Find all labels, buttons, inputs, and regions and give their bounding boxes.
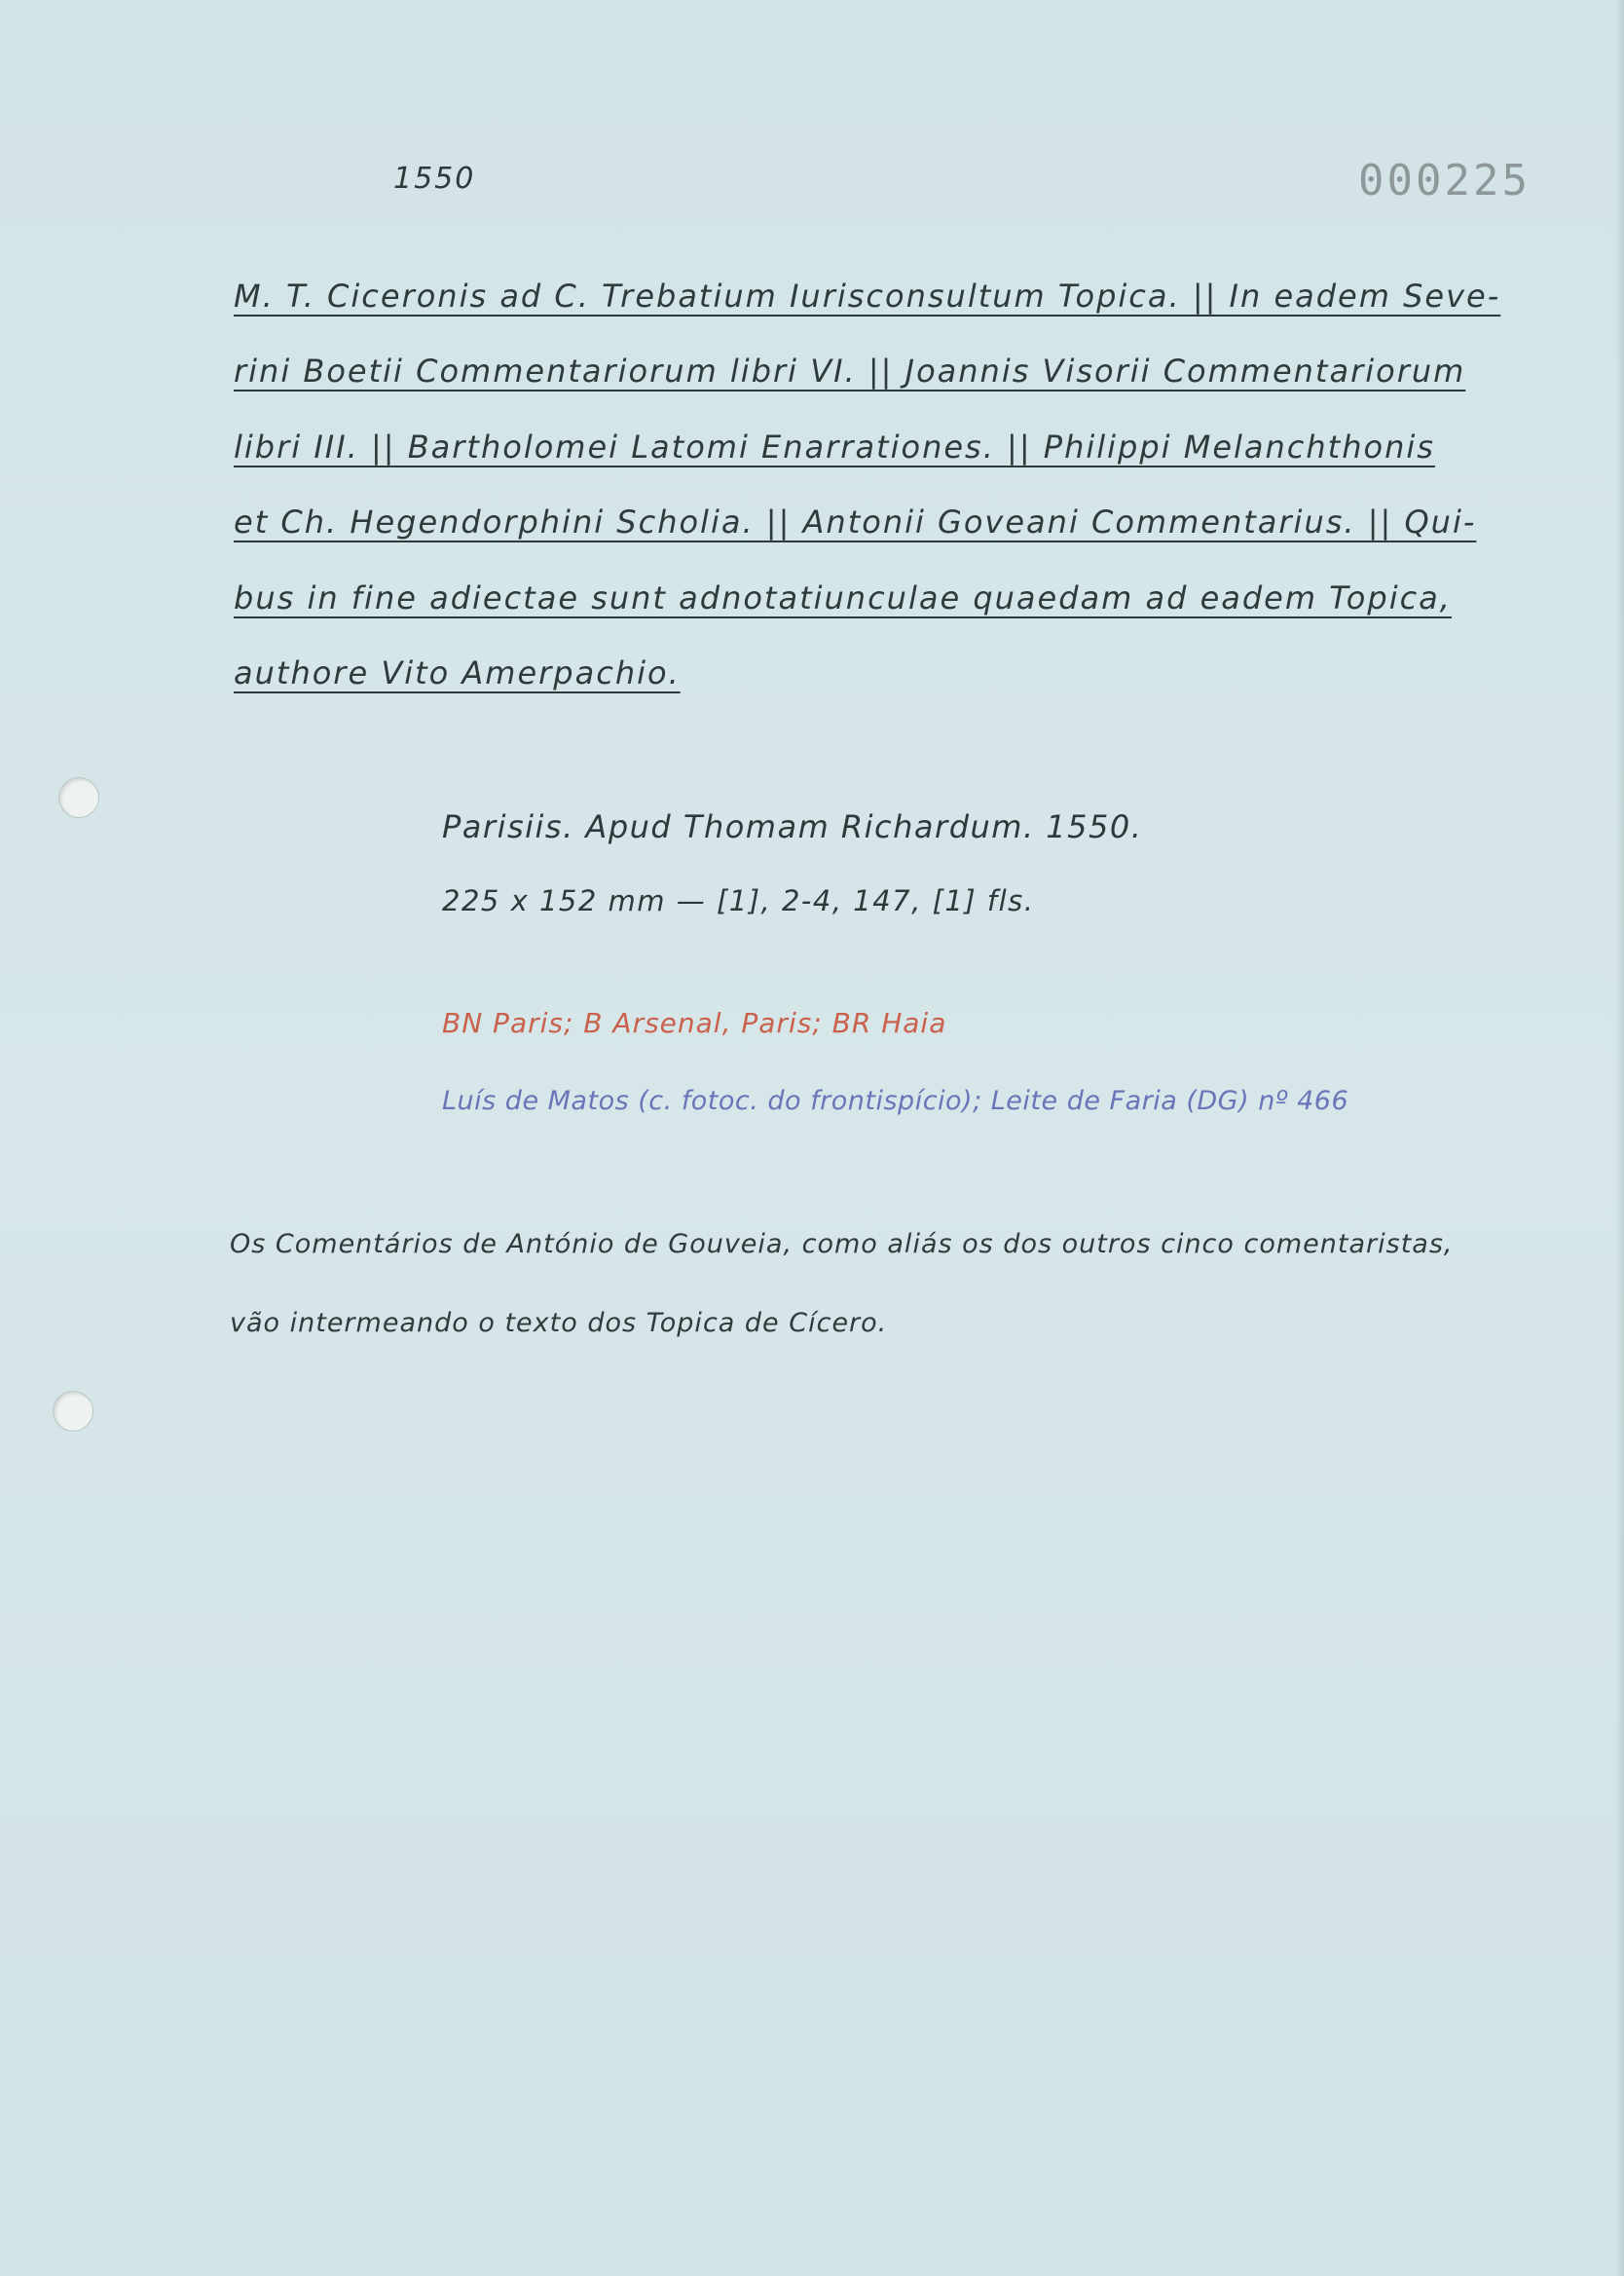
title-line: M. T. Ciceronis ad C. Trebatium Iurisconsultum Topica. || In eadem Seve- — [234, 278, 1501, 315]
title-line: authore Vito Amerpachio. — [234, 654, 681, 691]
note-line: vão intermeando o texto dos Topica de Cícero. — [230, 1308, 888, 1338]
note-line: Os Comentários de António de Gouveia, como aliás os dos outros cinco comentaristas, — [230, 1229, 1454, 1259]
references-line: Luís de Matos (c. fotoc. do frontispício); Leite de Faria (DG) nº 466 — [442, 1086, 1349, 1116]
holdings-line: BN Paris; B Arsenal, Paris; BR Haia — [442, 1007, 947, 1039]
title-line: bus in fine adiectae sunt adnotatiunculae quaedam ad eadem Topica, — [234, 579, 1452, 616]
stamp-number: 000225 — [1358, 156, 1531, 205]
title-line: et Ch. Hegendorphini Scholia. || Antonii Goveani Commentarius. || Qui- — [234, 504, 1477, 541]
card-edge-shadow — [1616, 0, 1624, 2276]
year-heading: 1550 — [393, 162, 476, 196]
title-line: rini Boetii Commentariorum libri VI. || Joannis Visorii Commentariorum — [234, 353, 1466, 390]
imprint-line: Parisiis. Apud Thomam Richardum. 1550. — [442, 808, 1143, 845]
title-line: libri III. || Bartholomei Latomi Enarrationes. || Philippi Melanchthonis — [234, 429, 1435, 466]
punch-hole-bottom — [53, 1391, 93, 1432]
collation-line: 225 x 152 mm — [1], 2-4, 147, [1] fls. — [442, 884, 1035, 917]
punch-hole-top — [58, 777, 99, 818]
